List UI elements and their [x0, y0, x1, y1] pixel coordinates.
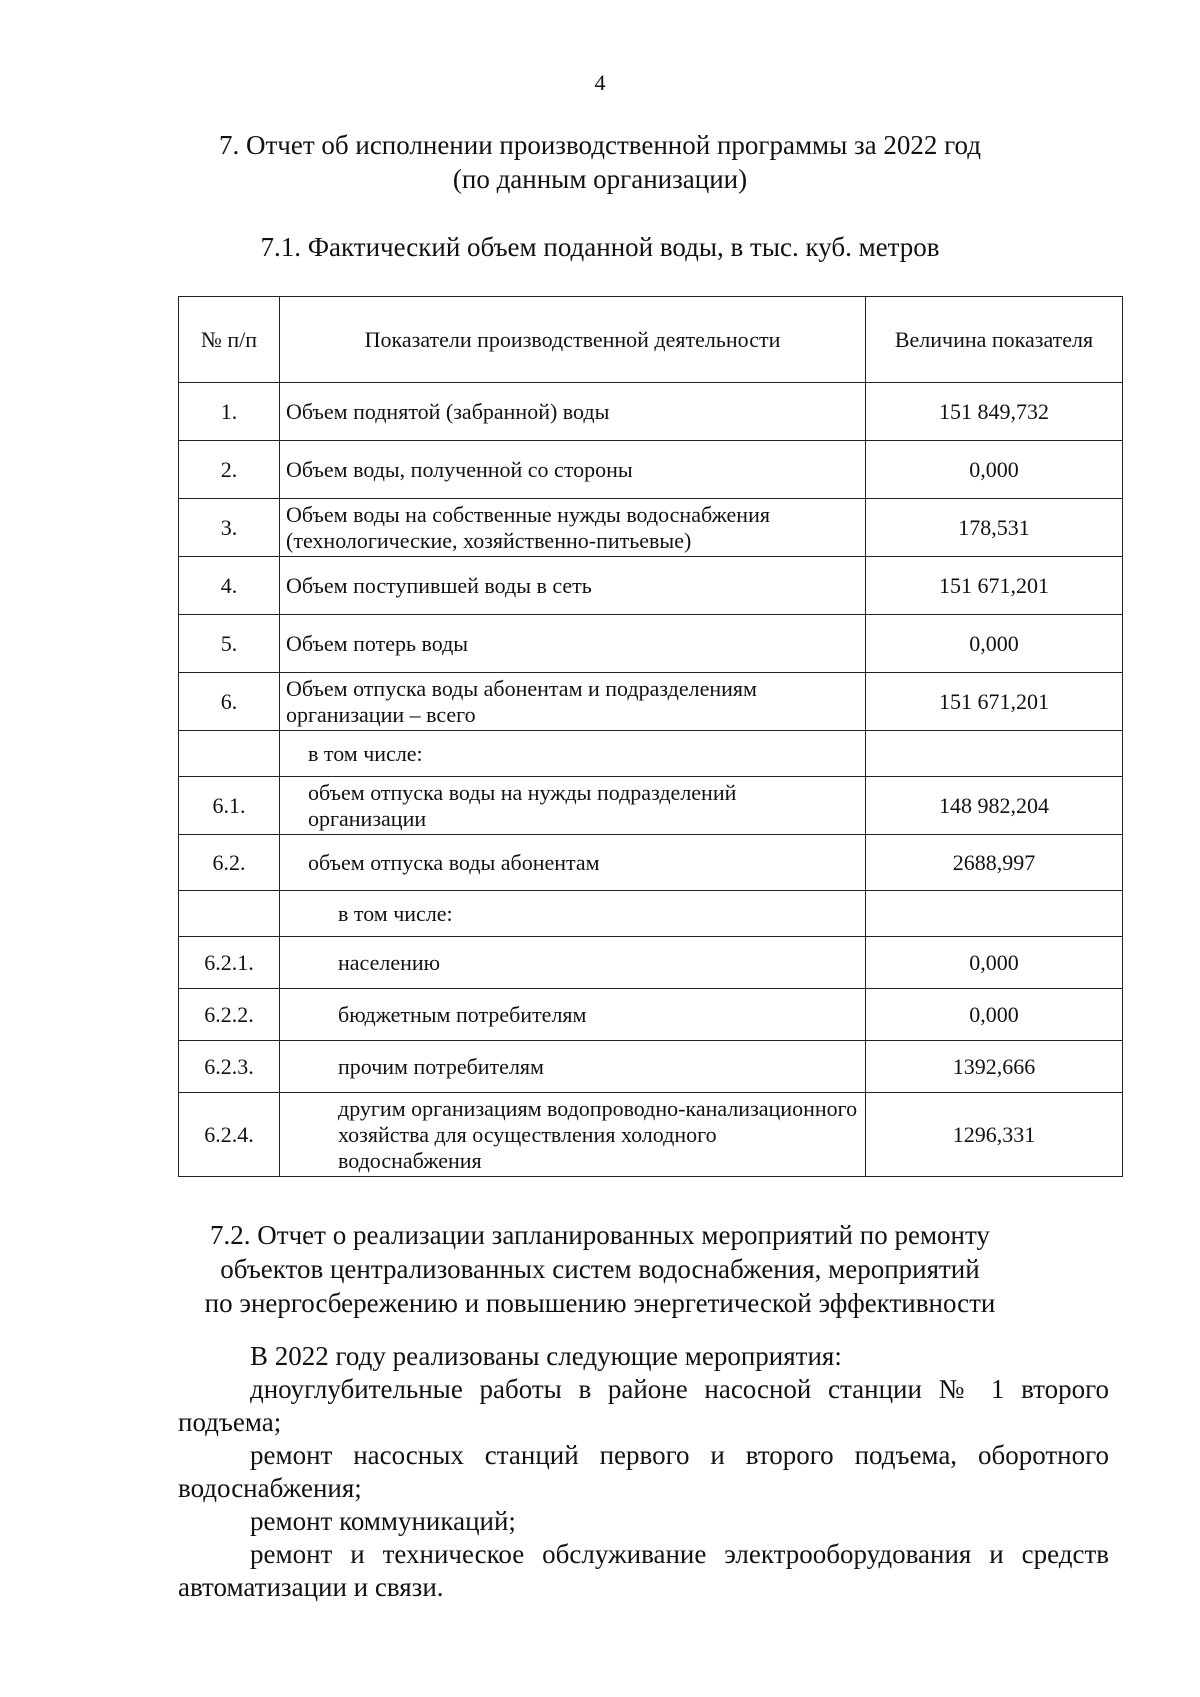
row-value: 0,000	[866, 937, 1123, 989]
table-row	[179, 557, 1123, 615]
row-name: в том числе:	[280, 731, 866, 777]
table-row	[179, 835, 1123, 891]
table-row	[179, 777, 1123, 835]
row-name: Объем воды на собственные нужды водоснабжения (технологические, хозяйственно-питьевые)	[280, 499, 866, 557]
row-value	[866, 891, 1123, 937]
row-name: Объем потерь воды	[280, 615, 866, 673]
row-value: 1296,331	[866, 1093, 1123, 1177]
row-num: 2.	[179, 441, 280, 499]
section-7-title-line1: 7. Отчет об исполнении производственной программы за 2022 год	[218, 130, 982, 160]
row-num: 3.	[179, 499, 280, 557]
row-name: объем отпуска воды абонентам	[280, 835, 866, 891]
row-value: 178,531	[866, 499, 1123, 557]
table-row	[179, 937, 1123, 989]
row-name: объем отпуска воды на нужды подразделений организации	[280, 777, 866, 835]
row-value: 0,000	[866, 441, 1123, 499]
row-name: населению	[280, 937, 866, 989]
row-value: 151 849,732	[866, 383, 1123, 441]
header-name: Показатели производственной деятельности	[280, 297, 866, 383]
row-value: 1392,666	[866, 1041, 1123, 1093]
row-name: Объем воды, полученной со стороны	[280, 441, 866, 499]
row-num: 6.	[179, 673, 280, 731]
row-value: 151 671,201	[866, 673, 1123, 731]
row-num	[179, 891, 280, 937]
section-7-title	[160, 128, 1040, 196]
row-num: 4.	[179, 557, 280, 615]
row-num: 1.	[179, 383, 280, 441]
row-num: 5.	[179, 615, 280, 673]
row-num: 6.2.	[179, 835, 280, 891]
row-value: 0,000	[866, 615, 1123, 673]
row-num: 6.2.4.	[179, 1093, 280, 1177]
list-item: ремонт насосных станций первого и второго подъема, оборотного водоснабжения;	[178, 1440, 1109, 1503]
table-row	[179, 499, 1123, 557]
table-header-row	[179, 297, 1123, 383]
list-item: ремонт и техническое обслуживание электрооборудования и средств автоматизации и связи.	[178, 1539, 1109, 1602]
row-name: бюджетным потребителям	[280, 989, 866, 1041]
row-num: 6.2.1.	[179, 937, 280, 989]
list-item: дноуглубительные работы в районе насосной станции № 1 второго подъема;	[178, 1374, 1109, 1437]
section-7-2-title	[160, 1218, 1040, 1320]
list-item: ремонт коммуникаций;	[250, 1506, 516, 1536]
row-name: Объем отпуска воды абонентам и подразделениям организации – всего	[280, 673, 866, 731]
row-value	[866, 731, 1123, 777]
row-name: прочим потребителям	[280, 1041, 866, 1093]
header-num: № п/п	[179, 297, 280, 383]
table-row	[179, 1093, 1123, 1177]
intro-paragraph: В 2022 году реализованы следующие мероприятия:	[250, 1341, 842, 1371]
row-name: в том числе:	[280, 891, 866, 937]
table-row	[179, 673, 1123, 731]
table-row	[179, 441, 1123, 499]
page-number: 4	[594, 70, 606, 95]
table-row	[179, 989, 1123, 1041]
table-row	[179, 891, 1123, 937]
section-7-title-line2: (по данным организации)	[452, 164, 748, 194]
row-name: другим организациям водопроводно-канализационного хозяйства для осуществления холодного водоснабжения	[280, 1093, 866, 1177]
row-name: Объем поступившей воды в сеть	[280, 557, 866, 615]
row-name: Объем поднятой (забранной) воды	[280, 383, 866, 441]
header-value: Величина показателя	[866, 297, 1123, 383]
table-row	[179, 731, 1123, 777]
row-value: 148 982,204	[866, 777, 1123, 835]
table-row	[179, 383, 1123, 441]
section-7-2-title-line1: 7.2. Отчет о реализации запланированных мероприятий по ремонту	[210, 1220, 990, 1250]
table-row	[179, 1041, 1123, 1093]
row-value: 151 671,201	[866, 557, 1123, 615]
section-7-2-title-line3: по энергосбережению и повышению энергетической эффективности	[204, 1288, 996, 1318]
row-value: 0,000	[866, 989, 1123, 1041]
row-num	[179, 731, 280, 777]
section-7-2-title-line2: объектов централизованных систем водоснабжения, мероприятий	[220, 1254, 980, 1284]
table-row	[179, 615, 1123, 673]
row-value: 2688,997	[866, 835, 1123, 891]
row-num: 6.1.	[179, 777, 280, 835]
row-num: 6.2.2.	[179, 989, 280, 1041]
row-num: 6.2.3.	[179, 1041, 280, 1093]
section-7-1-title: 7.1. Фактический объем поданной воды, в тыс. куб. метров	[260, 232, 940, 262]
section-7-2-body	[178, 1340, 1109, 1604]
water-volume-table	[178, 296, 1123, 1177]
